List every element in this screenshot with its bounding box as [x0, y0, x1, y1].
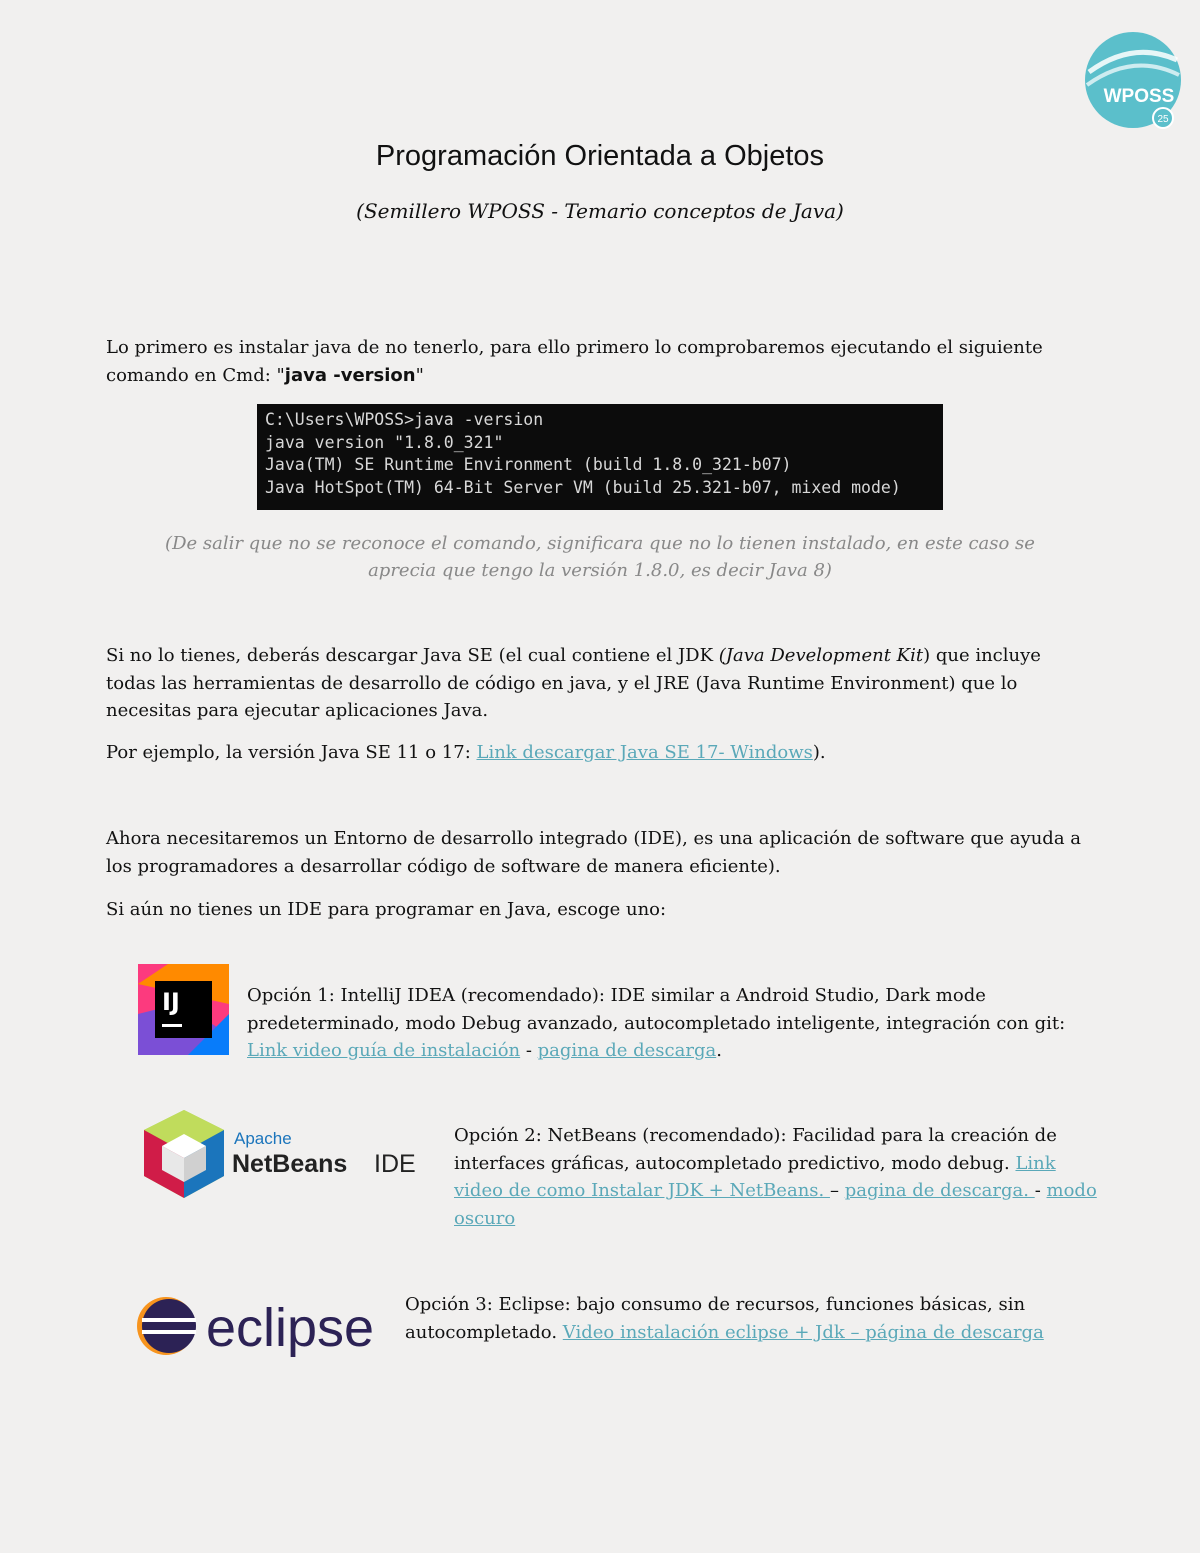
option2-sep2: - — [1034, 1180, 1047, 1201]
intellij-download-link[interactable]: pagina de descarga — [537, 1040, 717, 1061]
terminal-screenshot — [257, 404, 943, 510]
intellij-icon — [138, 964, 229, 1055]
command-text: java -version — [284, 364, 416, 386]
terminal-line: Java HotSpot(TM) 64-Bit Server VM (build 25.321-b07, mixed mode) — [265, 477, 901, 497]
note-line-1: (De salir que no se reconoce el comando, significara que no lo tienen instalado, en este caso se — [165, 533, 1035, 554]
option1-description: Opción 1: IntelliJ IDEA (recomendado): IDE similar a Android Studio, Dark mode predeterminado, modo Debug avanzado, autocompletado inteligente, integración con git: — [247, 985, 1066, 1034]
jdk-italic: (Java Development Kit — [718, 645, 924, 666]
netbeans-ide-text: IDE — [374, 1150, 416, 1178]
intro-text: Lo primero es instalar java de no tenerlo, para ello primero lo comprobaremos ejecutando el siguiente comando en Cmd: " — [106, 337, 1043, 386]
intro-paragraph — [106, 334, 1096, 389]
terminal-line: C:\Users\WPOSS>java -version — [265, 410, 544, 429]
example-end: ). — [812, 742, 826, 763]
ide-paragraph: Ahora necesitaremos un Entorno de desarrollo integrado (IDE), es una aplicación de software que ayuda a los programadores a desarrollar código de software de manera eficiente). — [106, 828, 1082, 877]
netbeans-download-link[interactable]: pagina de descarga. — [844, 1180, 1035, 1201]
ide-choose-text: Si aún no tienes un IDE para programar en Java, escoge uno: — [106, 899, 667, 920]
option2-description: Opción 2: NetBeans (recomendado): Facilidad para la creación de interfaces gráficas, autocompletado predictivo, modo debug. — [454, 1125, 1057, 1174]
netbeans-apache-text: Apache — [234, 1129, 292, 1148]
java-se-paragraph — [106, 642, 1096, 725]
netbeans-video-link[interactable]: Link video de como Instalar JDK + NetBeans. — [454, 1152, 1056, 1201]
version-note — [130, 530, 1070, 584]
terminal-line: Java(TM) SE Runtime Environment (build 1.8.0_321-b07) — [265, 455, 792, 474]
intellij-icon-text: IJ — [162, 988, 180, 1016]
terminal-line: java version "1.8.0_321" — [265, 432, 504, 452]
wposs-logo — [1083, 30, 1183, 130]
eclipse-logo — [136, 1292, 392, 1364]
java-se-text: Si no lo tienes, deberás descargar Java SE (el cual contiene el JDK — [106, 645, 719, 666]
netbeans-logo — [144, 1108, 434, 1200]
example-text: Por ejemplo, la versión Java SE 11 o 17: — [106, 742, 477, 763]
logo-text: WPOSS — [1103, 86, 1175, 107]
option1-end: . — [716, 1040, 722, 1061]
option2-text — [454, 1122, 1099, 1232]
java-se-example — [106, 739, 1096, 767]
page-subtitle: (Semillero WPOSS - Temario conceptos de Java) — [356, 199, 844, 223]
option3-text — [405, 1291, 1095, 1346]
netbeans-dark-mode-link[interactable]: modo oscuro — [454, 1180, 1097, 1229]
eclipse-video-link[interactable]: Video instalación eclipse + Jdk – página de descarga — [562, 1321, 1044, 1343]
logo-badge: 25 — [1157, 114, 1169, 125]
netbeans-brand-text: NetBeans — [232, 1150, 348, 1178]
intro-close: " — [415, 364, 424, 386]
option1-text — [247, 982, 1077, 1065]
java-se-download-link[interactable]: Link descargar Java SE 17- Windows — [476, 742, 813, 763]
intellij-video-link[interactable]: Link video guía de instalación — [247, 1040, 521, 1061]
option1-sep: - — [520, 1040, 538, 1061]
option2-sep1: – — [829, 1180, 845, 1201]
note-line-2: aprecia que tengo la versión 1.8.0, es decir Java 8) — [368, 560, 832, 581]
option3-description: Opción 3: Eclipse: bajo consumo de recursos, funciones básicas, sin autocompletado. — [405, 1294, 1026, 1343]
java-se-text-cont: ) que incluye todas las herramientas de desarrollo de código en java, y el JRE (Java Runtime Environment) que lo necesitas para ejecutar aplicaciones Java. — [106, 645, 1041, 721]
page-title: Programación Orientada a Objetos — [375, 140, 825, 172]
eclipse-brand-text: eclipse — [206, 1298, 375, 1358]
